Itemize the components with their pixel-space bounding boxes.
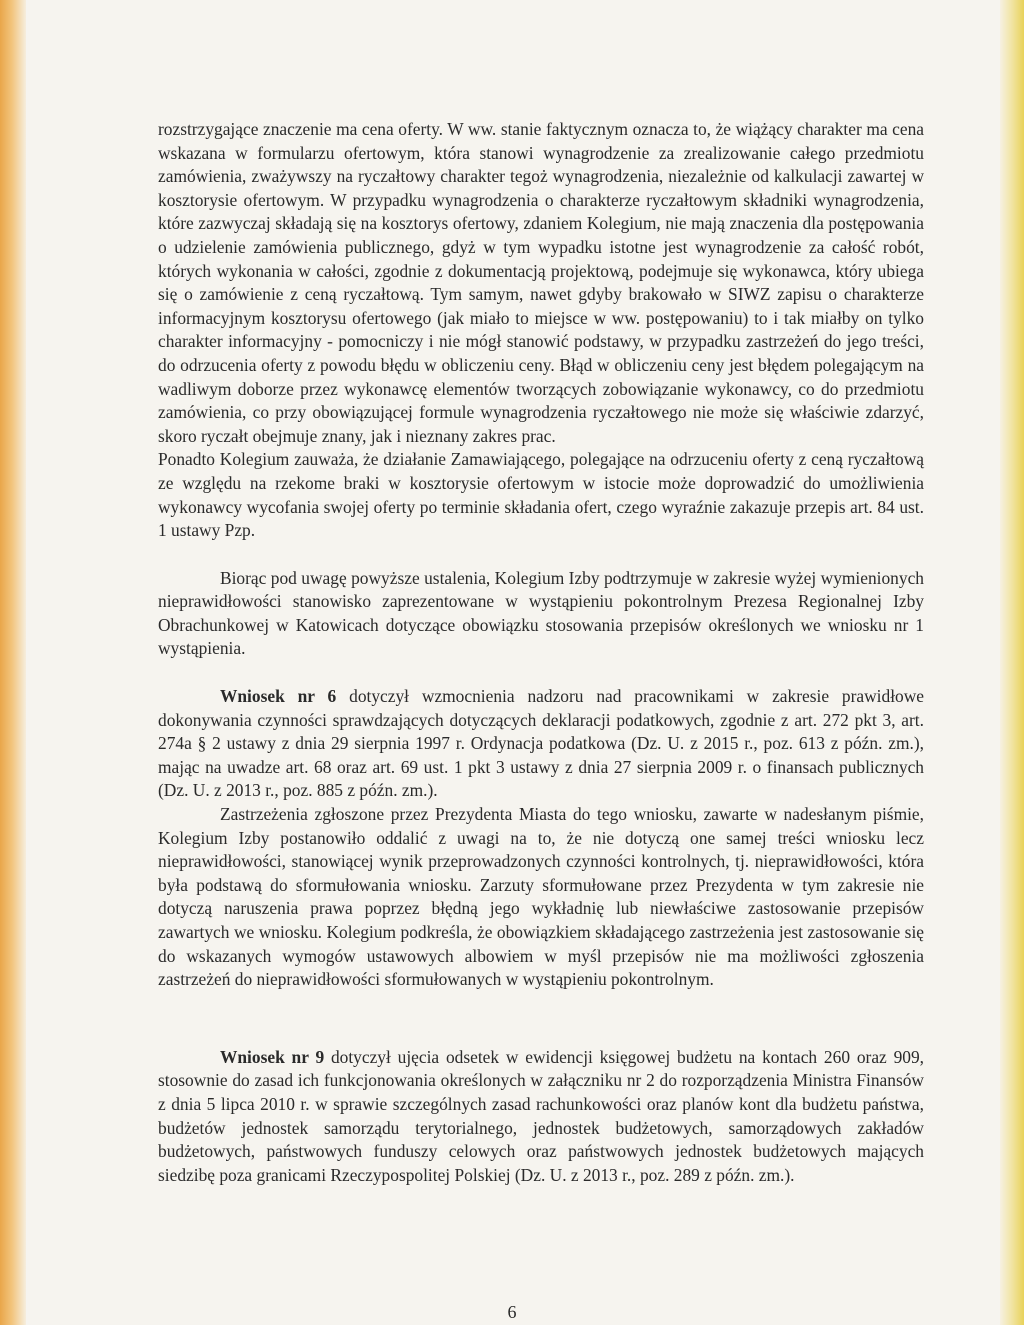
paragraph-price-significance: rozstrzygające znaczenie ma cena oferty. W ww. stanie faktycznym oznacza to, że wiążący charakter ma cena wskazana w formularzu ofertowym, która stanowi wynagrodzenie za zrealizowanie całego przedmiotu zamówienia, zważywszy na ryczałtowy charakter tegoż wynagrodzenia, niezależnie od kalkulacji zawartej w kosztorysie ofertowym. W przypadku wynagrodzenia o charakterze ryczałtowym składniki wynagrodzenia, które zazwyczaj składają się na kosztorys ofertowy, zdaniem Kolegium, nie mają znaczenia dla postępowania o udzielenie zamówienia publicznego, gdyż w tym wypadku istotne jest wynagrodzenie za całość robót, których wykonania w całości, zgodnie z dokumentacją projektową, podejmuje się wykonawca, który ubiega się o zamówienie z ceną ryczałtową. Tym samym, nawet gdyby brakowało w SIWZ zapisu o charakterze informacyjnym kosztorysu ofertowego (jak miało to miejsce w ww. postępowaniu) to i tak miałby on tylko charakter informacyjny - pomocniczy i nie mógł stanowić podstawy, w przypadku zastrzeżeń do jego treści, do odrzucenia oferty z powodu błędu w obliczeniu ceny. Błąd w obliczeniu ceny jest błędem polegającym na wadliwym doborze przez wykonawcę elementów tworzących zobowiązanie wykonawcy, co do przedmiotu zamówienia, co przy obowiązującej formule wynagrodzenia ryczałtowego nie może się właściwie zdarzyć, skoro ryczałt obejmuje znany, jak i nieznany zakres prac. <box>158 119 924 446</box>
document-page <box>158 118 924 1187</box>
paragraph-objections: Zastrzeżenia zgłoszone przez Prezydenta Miasta do tego wniosku, zawarte w nadesłanym piśmie, Kolegium Izby postanowiło oddalić z uwagi na to, że nie dotyczą one samej treści wniosku lecz nieprawidłowości, stanowiącej wynik przeprowadzonych czynności kontrolnych, tj. nieprawidłowości, która była podstawą do sformułowania wniosku. Zarzuty sformułowane przez Prezydenta w tym zakresie nie dotyczą naruszenia prawa poprzez błędną jego wykładnię lub niewłaściwe zastosowanie przepisów zawartych we wniosku. Kolegium podkreśla, że obowiązkiem składającego zastrzeżenia jest zastosowanie się do wskazanych wymogów ustawowych albowiem w myśl przepisów nie ma możliwości zgłoszenia zastrzeżeń do nieprawidłowości sformułowanych w wystąpieniu pokontrolnym. <box>158 804 924 990</box>
motion-9-text: dotyczył ujęcia odsetek w ewidencji księgowej budżetu na kontach 260 oraz 909, stosownie do zasad ich funkcjonowania określonych w załączniku nr 2 do rozporządzenia Ministra Finansów z dnia 5 lipca 2010 r. w sprawie szczególnych zasad rachunkowości oraz planów kont dla budżetu państwa, budżetów jednostek samorządu terytorialnego, jednostek budżetowych, samorządowych zakładów budżetowych, państwowych funduszy celowych oraz państwowych jednostek budżetowych mających siedzibę poza granicami Rzeczypospolitej Polskiej (Dz. U. z 2013 r., poz. 289 z późn. zm.). <box>158 1046 924 1185</box>
paper-edge-right <box>1000 0 1024 1325</box>
paragraph-motion-9 <box>158 1046 924 1188</box>
motion-9-heading: Wniosek nr 9 <box>220 1046 325 1067</box>
motion-6-heading: Wniosek nr 6 <box>220 686 337 707</box>
page-number: 6 <box>507 1302 517 1322</box>
paragraph-college-position: Biorąc pod uwagę powyższe ustalenia, Kolegium Izby podtrzymuje w zakresie wyżej wymienionych nieprawidłowości stanowisko zaprezentowane w wystąpieniu pokontrolnym Prezesa Regionalnej Izby Obrachunkowej w Katowicach dotyczące obowiązku stosowania przepisów określonych we wniosku nr 1 wystąpienia. <box>158 567 924 659</box>
motion-6-text: dotyczył wzmocnienia nadzoru nad pracownikami w zakresie prawidłowe dokonywania czynności sprawdzających dotyczących deklaracji podatkowych, zgodnie z art. 272 pkt 3, art. 274a § 2 ustawy z dnia 29 sierpnia 1997 r. Ordynacja podatkowa (Dz. U. z 2015 r., poz. 613 z późn. zm.), mając na uwadze art. 68 oraz art. 69 ust. 1 pkt 3 ustawy z dnia 27 sierpnia 2009 r. o finansach publicznych (Dz. U. z 2013 r., poz. 885 z późn. zm.). <box>158 686 925 801</box>
paragraph-college-notes: Ponadto Kolegium zauważa, że działanie Zamawiającego, polegające na odrzuceniu oferty z ceną ryczałtową ze względu na rzekome braki w kosztorysie ofertowym w istocie może doprowadzić do umożliwienia wykonawcy wycofania swojej oferty po terminie składania ofert, czego wyraźnie zakazuje przepis art. 84 ust. 1 ustawy Pzp. <box>158 449 924 541</box>
paper-edge-left <box>0 0 26 1325</box>
paragraph-motion-6 <box>158 685 924 803</box>
